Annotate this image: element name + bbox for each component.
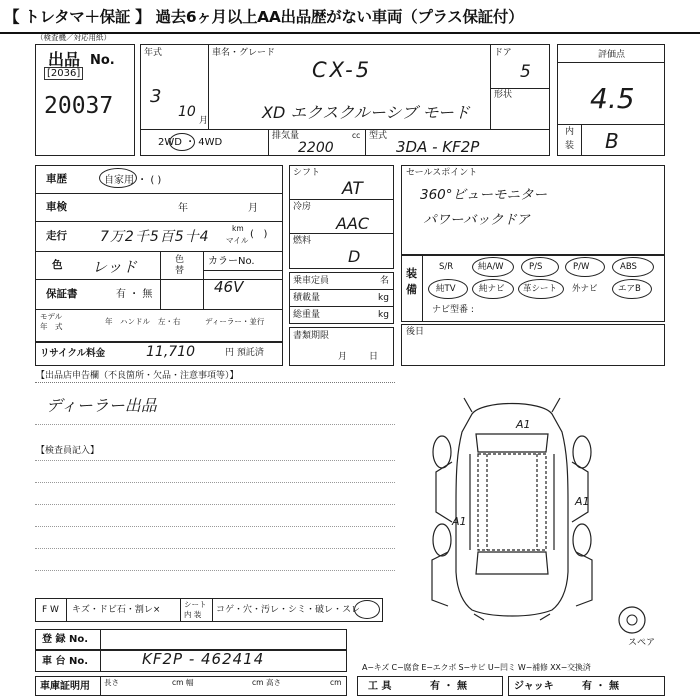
history-box — [35, 165, 283, 342]
exhibit-number: 20037 — [44, 93, 114, 119]
equip-power-steering: P/S — [529, 262, 543, 272]
name-label: 車名・グレード — [212, 48, 276, 58]
doc-unit: 月日 — [338, 352, 401, 362]
equip-genuine-navi-circle — [472, 279, 514, 299]
year-month: 10 — [178, 104, 196, 120]
recycle-yen-label: 円 預託済 — [225, 348, 264, 358]
fw-label: F W — [42, 605, 59, 615]
month-unit: 月 — [199, 116, 209, 126]
equipment-label-2: 備 — [406, 283, 417, 296]
later-label: 後日 — [406, 327, 425, 337]
equip-abs: ABS — [620, 262, 637, 272]
year-label: 年式 — [144, 48, 163, 58]
equip-alloy-wheel: 純A/W — [478, 262, 504, 272]
inspection-year-unit: 年 — [178, 203, 188, 214]
equip-leather-seat-circle — [518, 279, 564, 299]
model-year-unit: 年 — [105, 317, 113, 326]
doors-label: ドア — [494, 48, 512, 58]
form-subtitle: （検査機／対応用紙） — [36, 33, 111, 42]
capacity-unit: 名 — [380, 276, 390, 286]
dealer-label: ディーラー・並行 — [205, 317, 265, 326]
equip-alloy-wheel-circle — [472, 257, 514, 277]
km-label: km — [232, 224, 244, 233]
vehicle-name: CX-5 — [312, 58, 373, 82]
warranty-label: 保証書 — [46, 288, 78, 300]
mileage-label: 走行 — [46, 230, 67, 242]
damage-mark-front: A1 — [516, 418, 531, 431]
model-year-label-2: 年 式 — [40, 322, 63, 331]
chassis-label: 車 台 No. — [42, 656, 89, 667]
sales-line1: 360°ビューモニター — [420, 187, 548, 203]
banner — [0, 0, 700, 34]
drive-selected-circle — [169, 133, 195, 151]
model-label: 型式 — [369, 131, 388, 141]
doc-label: 書類期限 — [293, 331, 330, 341]
color-no-value: 46V — [214, 278, 244, 296]
ac-value: AAC — [336, 214, 370, 233]
cert-width-label: 幅 — [186, 678, 194, 687]
color-label: 色 — [52, 259, 63, 271]
doors-value: 5 — [520, 62, 531, 82]
shift-label: シフト — [293, 168, 321, 178]
vehicle-grade: XD エクスクルーシブ モード — [262, 103, 470, 122]
score-value: 4.5 — [590, 82, 635, 115]
cert-label: 車庫証明用 — [40, 681, 90, 692]
handle-label: ハンドル — [120, 317, 150, 326]
seat-label-2: 内 装 — [184, 610, 202, 619]
spare-tire-icon — [617, 605, 647, 635]
tools-options: 有 ・ 無 — [430, 681, 467, 692]
mileage-value: 7万2千5百5十4 — [100, 229, 210, 245]
year-era: 3 — [150, 86, 162, 107]
capacity-label: 乗車定員 — [293, 276, 330, 286]
tools-label: 工 具 — [368, 681, 392, 692]
mile-label: マイル — [226, 236, 249, 245]
equip-airbag-circle — [612, 279, 652, 299]
color-change-label-1: 色 — [175, 255, 185, 265]
equip-tv-circle — [428, 279, 468, 299]
equip-genuine-navi: 純ナビ — [479, 284, 505, 294]
displacement-label: 排気量 — [272, 131, 300, 141]
fuel-label: 燃料 — [293, 236, 312, 246]
damage-mark-left: A1 — [452, 515, 467, 528]
inspection-label: 車検 — [46, 201, 67, 213]
equip-power-steering-circle — [521, 257, 559, 277]
shift-value: AT — [342, 179, 363, 199]
seat-wear-circle — [354, 600, 380, 619]
handle-options: 左・右 — [158, 317, 181, 326]
drive-options: 2WD ・ 4WD — [158, 137, 223, 148]
registration-label: 登 録 No. — [42, 634, 89, 645]
banner-text: 【 トレタマ＋保証 】 過去6ヶ月以上AA出品歴がない車両（プラス保証付） — [4, 8, 524, 26]
cert-height-unit: cm — [330, 678, 342, 687]
shape-label: 形状 — [494, 90, 513, 100]
equip-power-window-circle — [565, 257, 605, 277]
sales-label: セールスポイント — [406, 168, 478, 178]
inspection-month-unit: 月 — [248, 203, 258, 214]
interior-label-2: 装 — [565, 141, 575, 151]
cert-length-unit: cm — [172, 678, 184, 687]
recycle-label: リサイクル料金 — [40, 348, 106, 359]
load-label: 積載量 — [293, 293, 321, 303]
fuel-value: D — [348, 247, 361, 266]
equipment-label-1: 装 — [406, 267, 417, 280]
later-box — [401, 324, 665, 366]
history-options: 自家用 ・ ( ) — [104, 175, 162, 186]
seller-remarks-text: ディーラー出品 — [46, 396, 157, 415]
jack-options: 有 ・ 無 — [582, 681, 619, 692]
private-use-circle — [99, 168, 137, 188]
inspector-label: 【検査員記入】 — [36, 446, 100, 456]
equip-aftermarket-navi: 外ナビ — [572, 284, 598, 294]
damage-mark-right: A1 — [575, 495, 590, 508]
interior-label-1: 内 — [565, 127, 575, 137]
recycle-fee: 11,710 — [146, 344, 195, 360]
cert-height-label: 高さ — [266, 678, 281, 687]
gross-label: 総重量 — [293, 310, 321, 320]
model-year-label-1: モデル — [40, 312, 63, 321]
fw-options: キズ・ドビ石・割レ× — [72, 605, 161, 615]
navi-model-label: ナビ型番 : — [432, 305, 474, 315]
chassis-no: KF2P - 462414 — [142, 650, 265, 668]
displacement-value: 2200 — [298, 140, 334, 156]
equip-abs-circle — [612, 257, 654, 277]
color-change-label-2: 替 — [175, 266, 185, 276]
seller-remarks-label: 【出品店申告欄（不良箇所・欠品・注意事項等）】 — [36, 371, 239, 381]
equip-sr: S/R — [439, 262, 454, 272]
mileage-paren: ( ) — [250, 229, 268, 240]
spare-label: スペア — [628, 638, 656, 648]
cc-unit: cc — [352, 131, 361, 140]
exhibit-label: 出品 — [48, 50, 81, 69]
gross-unit: kg — [378, 310, 389, 320]
equip-airbag: エアB — [618, 284, 641, 294]
interior-value: B — [605, 129, 619, 153]
model-value: 3DA - KF2P — [396, 138, 480, 156]
seat-label-1: シート — [184, 600, 207, 609]
cert-width-unit: cm — [252, 678, 264, 687]
equip-leather-seat: 革シート — [523, 284, 558, 294]
load-unit: kg — [378, 293, 389, 303]
equip-tv: 純TV — [436, 284, 456, 294]
equip-power-window: P/W — [573, 262, 590, 272]
color-no-label: カラーNo. — [208, 256, 255, 267]
exhibit-box — [35, 44, 135, 156]
auction-code: [2036] — [44, 67, 83, 80]
jack-label: ジャッキ — [514, 681, 554, 692]
damage-legend: A−キズ C−腐食 E−エクボ S−サビ U−凹ミ W−補修 XX−交換済 — [362, 663, 591, 672]
cert-length-label: 長さ — [104, 678, 119, 687]
exhibit-no-label: No. — [90, 53, 115, 68]
history-label: 車歴 — [46, 173, 67, 185]
sales-line2: パワーバックドア — [423, 212, 530, 228]
score-label: 評価点 — [598, 50, 626, 60]
seat-options: コゲ・穴・汚レ・シミ・破レ・スレ — [216, 605, 361, 615]
ac-label: 冷房 — [293, 202, 312, 212]
warranty-options: 有 ・ 無 — [116, 289, 153, 300]
color-value: レッド — [92, 258, 137, 276]
